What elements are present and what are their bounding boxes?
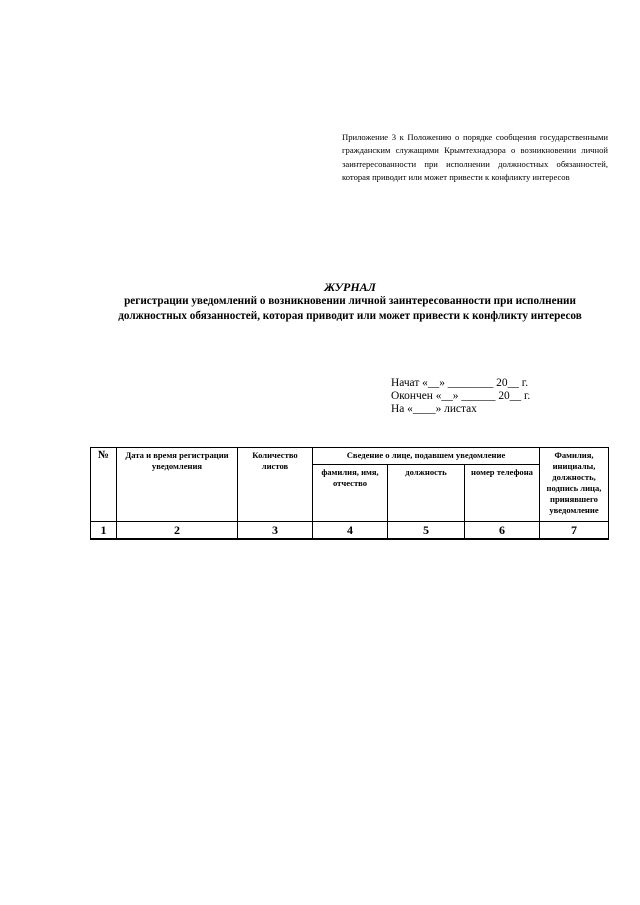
header-date: Дата и время регистрации уведомления [117, 448, 238, 522]
table-column-numbers-row [91, 522, 609, 540]
column-number-cell: 7 [540, 522, 609, 540]
sheets-line: На «____» листах [391, 403, 477, 416]
document-title: ЖУРНАЛ [324, 280, 376, 294]
document-subtitle: регистрации уведомлений о возникновении личной заинтересованности при исполнении должностных обязанностей, которая приводит или может привести к конфликту интересов [118, 295, 582, 322]
column-number-cell: 2 [117, 522, 238, 540]
title-block [90, 280, 610, 323]
table-header-row [91, 448, 609, 465]
appendix-note: Приложение 3 к Положению о порядке сообщения государственными гражданским служащими Крымтехнадзора о возникновении личной заинтересованности при исполнении должностных обязанностей, которая приводит или может привести к конфликту интересов [342, 132, 608, 183]
column-number-cell: 5 [388, 522, 465, 540]
column-number-cell: 3 [238, 522, 313, 540]
header-number: № [91, 448, 117, 522]
header-position: должность [388, 465, 465, 522]
column-number-cell: 1 [91, 522, 117, 540]
header-fio: фамилия, имя, отчество [313, 465, 388, 522]
started-line: Начат «__» ________ 20__ г. [391, 377, 529, 389]
column-number-cell: 4 [313, 522, 388, 540]
header-phone: номер телефона [465, 465, 540, 522]
column-number-cell: 6 [465, 522, 540, 540]
header-receiver: Фамилия, инициалы, должность, подпись лица, принявшего уведомление [540, 448, 609, 522]
header-sheets: Количество листов [238, 448, 313, 522]
finished-line: Окончен «__» ______ 20__ г. [391, 390, 531, 403]
journal-meta [391, 377, 591, 417]
journal-table [90, 447, 609, 540]
header-person-group: Сведение о лице, подавшем уведомление [313, 448, 540, 465]
